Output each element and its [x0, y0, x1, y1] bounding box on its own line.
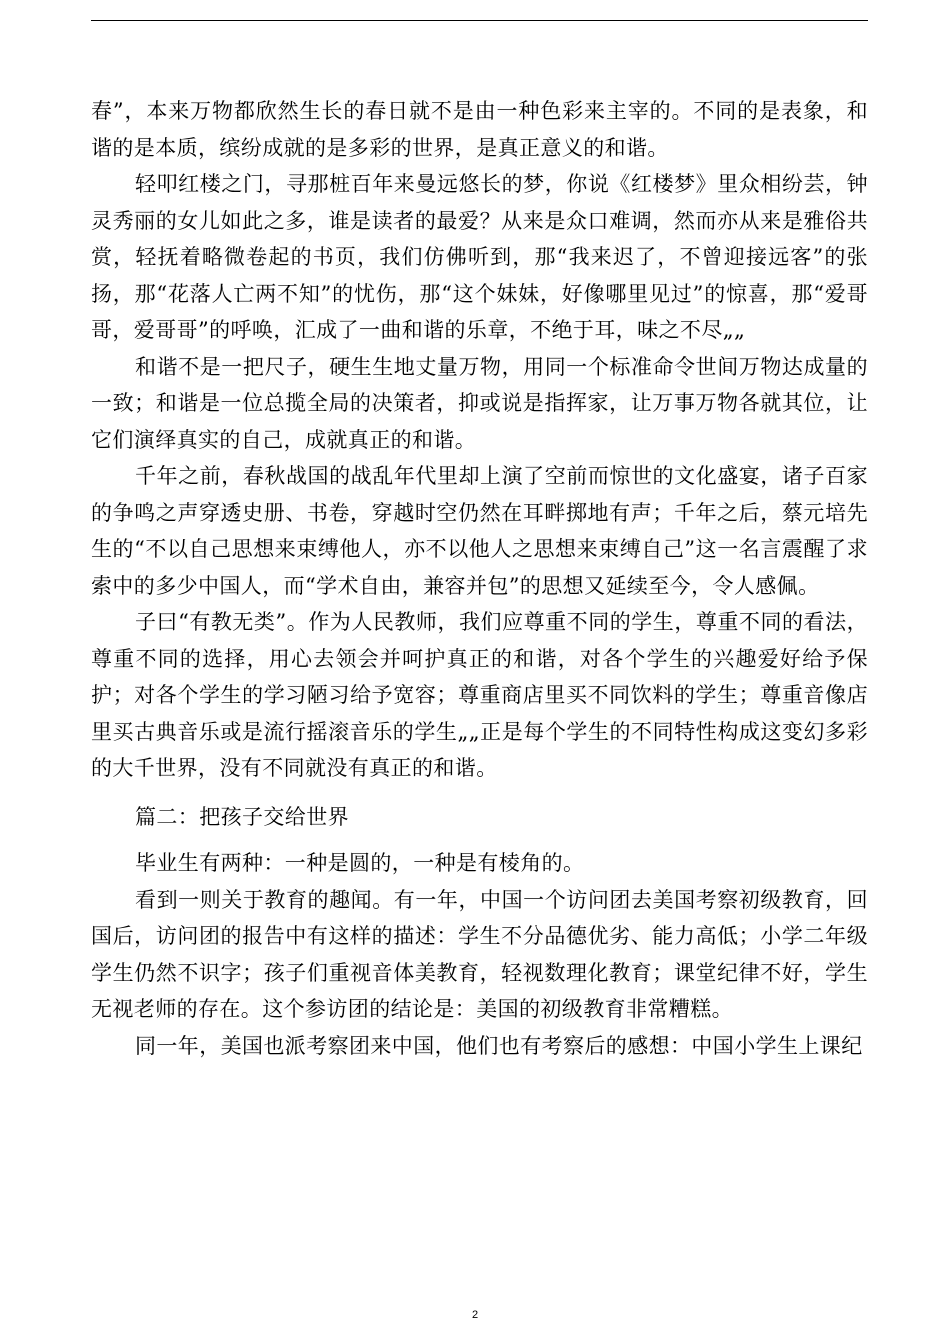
header-rule [91, 20, 868, 21]
document-body [91, 93, 868, 1064]
section-heading: 篇二：把孩子交给世界 [135, 804, 349, 829]
paragraph-8: 同一年，美国也派考察团来中国，他们也有考察后的感想：中国小学生上课纪 [135, 1033, 863, 1058]
page-number: 2 [471, 1309, 479, 1321]
paragraph-1: 春”，本来万物都欣然生长的春日就不是由一种色彩来主宰的。不同的是表象，和谐的是本质，缤纷成就的是多彩的世界，是真正意义的和谐。 [91, 99, 868, 160]
paragraph-7: 看到一则关于教育的趣闻。有一年，中国一个访问团去美国考察初级教育，回国后，访问团的报告中有这样的描述：学生不分品德优劣、能力高低；小学二年级学生仍然不识字；孩子们重视音体美教育，轻视数理化教育；课堂纪律不好，学生无视老师的存在。这个参访团的结论是：美国的初级教育非常糟糕。 [91, 887, 868, 1021]
paragraph-6: 毕业生有两种：一种是圆的，一种是有棱角的。 [135, 851, 585, 875]
paragraph-4: 千年之前，春秋战国的战乱年代里却上演了空前而惊世的文化盛宴，诸子百家的争鸣之声穿透史册、书卷，穿越时空仍然在耳畔掷地有声；千年之后，蔡元培先生的“不以自己思想来束缚他人，亦不以他人之思想来束缚自己”这一名言震醒了求索中的多少中国人，而“学术自由，兼容并包”的思想又延续至今，令人感佩。 [91, 464, 868, 598]
paragraph-2: 轻叩红楼之门，寻那桩百年来曼远悠长的梦，你说《红楼梦》里众相纷芸，钟灵秀丽的女儿如此之多，谁是读者的最爱？从来是众口难调，然而亦从来是雅俗共赏，轻抚着略微卷起的书页，我们仿佛听到，那“我来迟了，不曾迎接远客”的张扬，那“花落人亡两不知”的忧伤，那“这个妹妹，好像哪里见过”的惊喜，那“爱哥哥，爱哥哥”的呼唤，汇成了一曲和谐的乐章，不绝于耳，味之不尽„„ [91, 172, 868, 342]
paragraph-3: 和谐不是一把尺子，硬生生地丈量万物，用同一个标准命令世间万物达成量的一致；和谐是一位总揽全局的决策者，抑或说是指挥家，让万事万物各就其位，让它们演绎真实的自己，成就真正的和谐。 [91, 354, 868, 452]
paragraph-5: 子曰“有教无类”。作为人民教师，我们应尊重不同的学生，尊重不同的看法，尊重不同的选择，用心去领会并呵护真正的和谐，对各个学生的兴趣爱好给予保护；对各个学生的学习陋习给予宽容；尊重商店里买不同饮料的学生；尊重音像店里买古典音乐或是流行摇滚音乐的学生„„正是每个学生的不同特性构成这变幻多彩的大千世界，没有不同就没有真正的和谐。 [91, 610, 868, 780]
